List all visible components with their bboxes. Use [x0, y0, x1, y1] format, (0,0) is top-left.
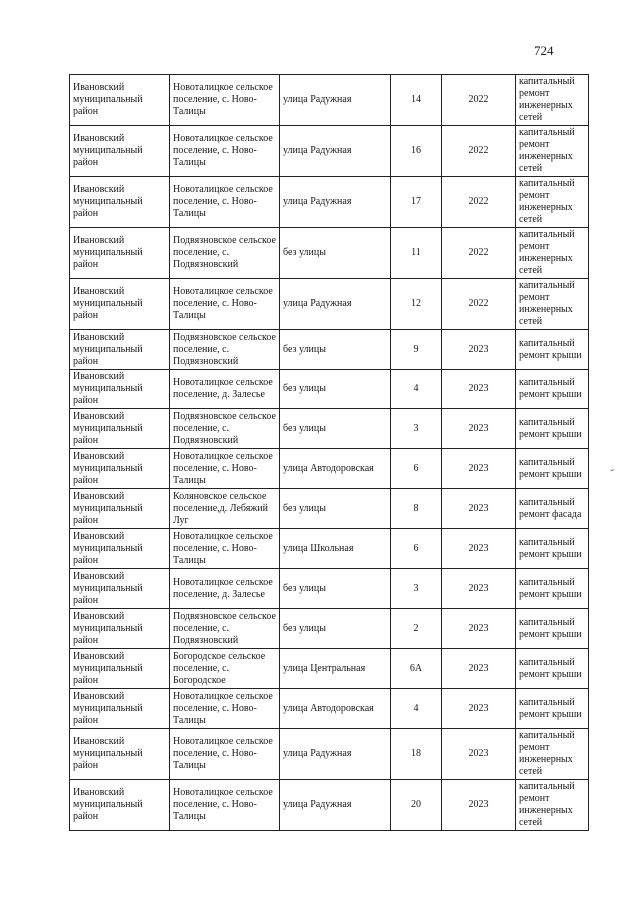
table-row [70, 780, 589, 831]
year-cell: 2023 [442, 529, 516, 569]
district-cell: Ивановский муниципальный район [70, 449, 170, 489]
work-type-cell: капитальный ремонт фасада [516, 489, 589, 529]
year-cell: 2023 [442, 569, 516, 609]
district-cell: Ивановский муниципальный район [70, 529, 170, 569]
street-cell: улица Центральная [280, 649, 391, 689]
table-row [70, 370, 589, 409]
year-cell: 2022 [442, 126, 516, 177]
scan-mark: - [607, 461, 617, 477]
house-number-cell: 2 [391, 609, 442, 649]
street-cell: улица Радужная [280, 177, 391, 228]
house-number-cell: 6А [391, 649, 442, 689]
year-cell: 2023 [442, 689, 516, 729]
work-type-cell: капитальный ремонт инженерных сетей [516, 75, 589, 126]
settlement-cell: Новоталицкое сельское поселение, с. Ново-Талицы [170, 449, 280, 489]
street-cell: улица Автодоровская [280, 689, 391, 729]
year-cell: 2022 [442, 177, 516, 228]
settlement-cell: Новоталицкое сельское поселение, с. Ново-Талицы [170, 729, 280, 780]
year-cell: 2022 [442, 279, 516, 330]
work-type-cell: капитальный ремонт крыши [516, 449, 589, 489]
table-row [70, 569, 589, 609]
year-cell: 2023 [442, 729, 516, 780]
settlement-cell: Новоталицкое сельское поселение, с. Ново-Талицы [170, 75, 280, 126]
house-number-cell: 6 [391, 529, 442, 569]
settlement-cell: Подвязновское сельское поселение, с. Подвязновский [170, 609, 280, 649]
settlement-cell: Новоталицкое сельское поселение, с. Ново-Талицы [170, 689, 280, 729]
year-cell: 2023 [442, 609, 516, 649]
district-cell: Ивановский муниципальный район [70, 409, 170, 449]
year-cell: 2023 [442, 330, 516, 370]
house-number-cell: 12 [391, 279, 442, 330]
work-type-cell: капитальный ремонт инженерных сетей [516, 228, 589, 279]
street-cell: без улицы [280, 370, 391, 409]
district-cell: Ивановский муниципальный район [70, 330, 170, 370]
street-cell: улица Радужная [280, 75, 391, 126]
district-cell: Ивановский муниципальный район [70, 649, 170, 689]
table-row [70, 409, 589, 449]
house-number-cell: 11 [391, 228, 442, 279]
year-cell: 2023 [442, 409, 516, 449]
street-cell: улица Школьная [280, 529, 391, 569]
table-row [70, 228, 589, 279]
district-cell: Ивановский муниципальный район [70, 126, 170, 177]
year-cell: 2022 [442, 75, 516, 126]
settlement-cell: Подвязновское сельское поселение, с. Подвязновский [170, 330, 280, 370]
street-cell: улица Радужная [280, 126, 391, 177]
district-cell: Ивановский муниципальный район [70, 279, 170, 330]
table-row [70, 689, 589, 729]
work-type-cell: капитальный ремонт крыши [516, 649, 589, 689]
house-number-cell: 3 [391, 569, 442, 609]
house-number-cell: 8 [391, 489, 442, 529]
street-cell: без улицы [280, 330, 391, 370]
work-type-cell: капитальный ремонт крыши [516, 609, 589, 649]
house-number-cell: 14 [391, 75, 442, 126]
street-cell: без улицы [280, 228, 391, 279]
district-cell: Ивановский муниципальный район [70, 729, 170, 780]
work-type-cell: капитальный ремонт крыши [516, 529, 589, 569]
street-cell: без улицы [280, 409, 391, 449]
year-cell: 2022 [442, 228, 516, 279]
table-row [70, 330, 589, 370]
district-cell: Ивановский муниципальный район [70, 780, 170, 831]
table-body [70, 75, 589, 831]
table-row [70, 609, 589, 649]
table-row [70, 279, 589, 330]
table-row [70, 75, 589, 126]
year-cell: 2023 [442, 649, 516, 689]
settlement-cell: Новоталицкое сельское поселение, д. Залесье [170, 569, 280, 609]
street-cell: без улицы [280, 569, 391, 609]
district-cell: Ивановский муниципальный район [70, 370, 170, 409]
settlement-cell: Подвязновское сельское поселение, с. Подвязновский [170, 409, 280, 449]
year-cell: 2023 [442, 449, 516, 489]
street-cell: улица Автодоровская [280, 449, 391, 489]
street-cell: без улицы [280, 609, 391, 649]
page-number: 724 [534, 43, 554, 58]
work-type-cell: капитальный ремонт крыши [516, 569, 589, 609]
table-row [70, 529, 589, 569]
street-cell: улица Радужная [280, 780, 391, 831]
work-type-cell: капитальный ремонт крыши [516, 370, 589, 409]
work-type-cell: капитальный ремонт крыши [516, 409, 589, 449]
house-number-cell: 20 [391, 780, 442, 831]
district-cell: Ивановский муниципальный район [70, 75, 170, 126]
repair-schedule-table [69, 74, 589, 831]
district-cell: Ивановский муниципальный район [70, 689, 170, 729]
settlement-cell: Подвязновское сельское поселение, с. Подвязновский [170, 228, 280, 279]
settlement-cell: Новоталицкое сельское поселение, с. Ново-Талицы [170, 780, 280, 831]
district-cell: Ивановский муниципальный район [70, 609, 170, 649]
work-type-cell: капитальный ремонт инженерных сетей [516, 126, 589, 177]
district-cell: Ивановский муниципальный район [70, 489, 170, 529]
table-row [70, 729, 589, 780]
table-row [70, 126, 589, 177]
year-cell: 2023 [442, 489, 516, 529]
house-number-cell: 16 [391, 126, 442, 177]
district-cell: Ивановский муниципальный район [70, 569, 170, 609]
district-cell: Ивановский муниципальный район [70, 228, 170, 279]
settlement-cell: Новоталицкое сельское поселение, с. Ново-Талицы [170, 126, 280, 177]
settlement-cell: Новоталицкое сельское поселение, с. Ново-Талицы [170, 529, 280, 569]
house-number-cell: 4 [391, 370, 442, 409]
street-cell: улица Радужная [280, 279, 391, 330]
year-cell: 2023 [442, 370, 516, 409]
table-row [70, 649, 589, 689]
settlement-cell: Коляновское сельское поселение,д. Лебяжий Луг [170, 489, 280, 529]
work-type-cell: капитальный ремонт инженерных сетей [516, 279, 589, 330]
street-cell: улица Радужная [280, 729, 391, 780]
year-cell: 2023 [442, 780, 516, 831]
house-number-cell: 17 [391, 177, 442, 228]
house-number-cell: 6 [391, 449, 442, 489]
street-cell: без улицы [280, 489, 391, 529]
house-number-cell: 9 [391, 330, 442, 370]
work-type-cell: капитальный ремонт инженерных сетей [516, 780, 589, 831]
work-type-cell: капитальный ремонт крыши [516, 330, 589, 370]
table-row [70, 177, 589, 228]
settlement-cell: Новоталицкое сельское поселение, с. Ново-Талицы [170, 177, 280, 228]
settlement-cell: Богородское сельское поселение, с. Богородское [170, 649, 280, 689]
work-type-cell: капитальный ремонт инженерных сетей [516, 729, 589, 780]
work-type-cell: капитальный ремонт инженерных сетей [516, 177, 589, 228]
settlement-cell: Новоталицкое сельское поселение, д. Залесье [170, 370, 280, 409]
house-number-cell: 3 [391, 409, 442, 449]
table-row [70, 449, 589, 489]
table-row [70, 489, 589, 529]
settlement-cell: Новоталицкое сельское поселение, с. Ново-Талицы [170, 279, 280, 330]
district-cell: Ивановский муниципальный район [70, 177, 170, 228]
house-number-cell: 4 [391, 689, 442, 729]
work-type-cell: капитальный ремонт крыши [516, 689, 589, 729]
house-number-cell: 18 [391, 729, 442, 780]
